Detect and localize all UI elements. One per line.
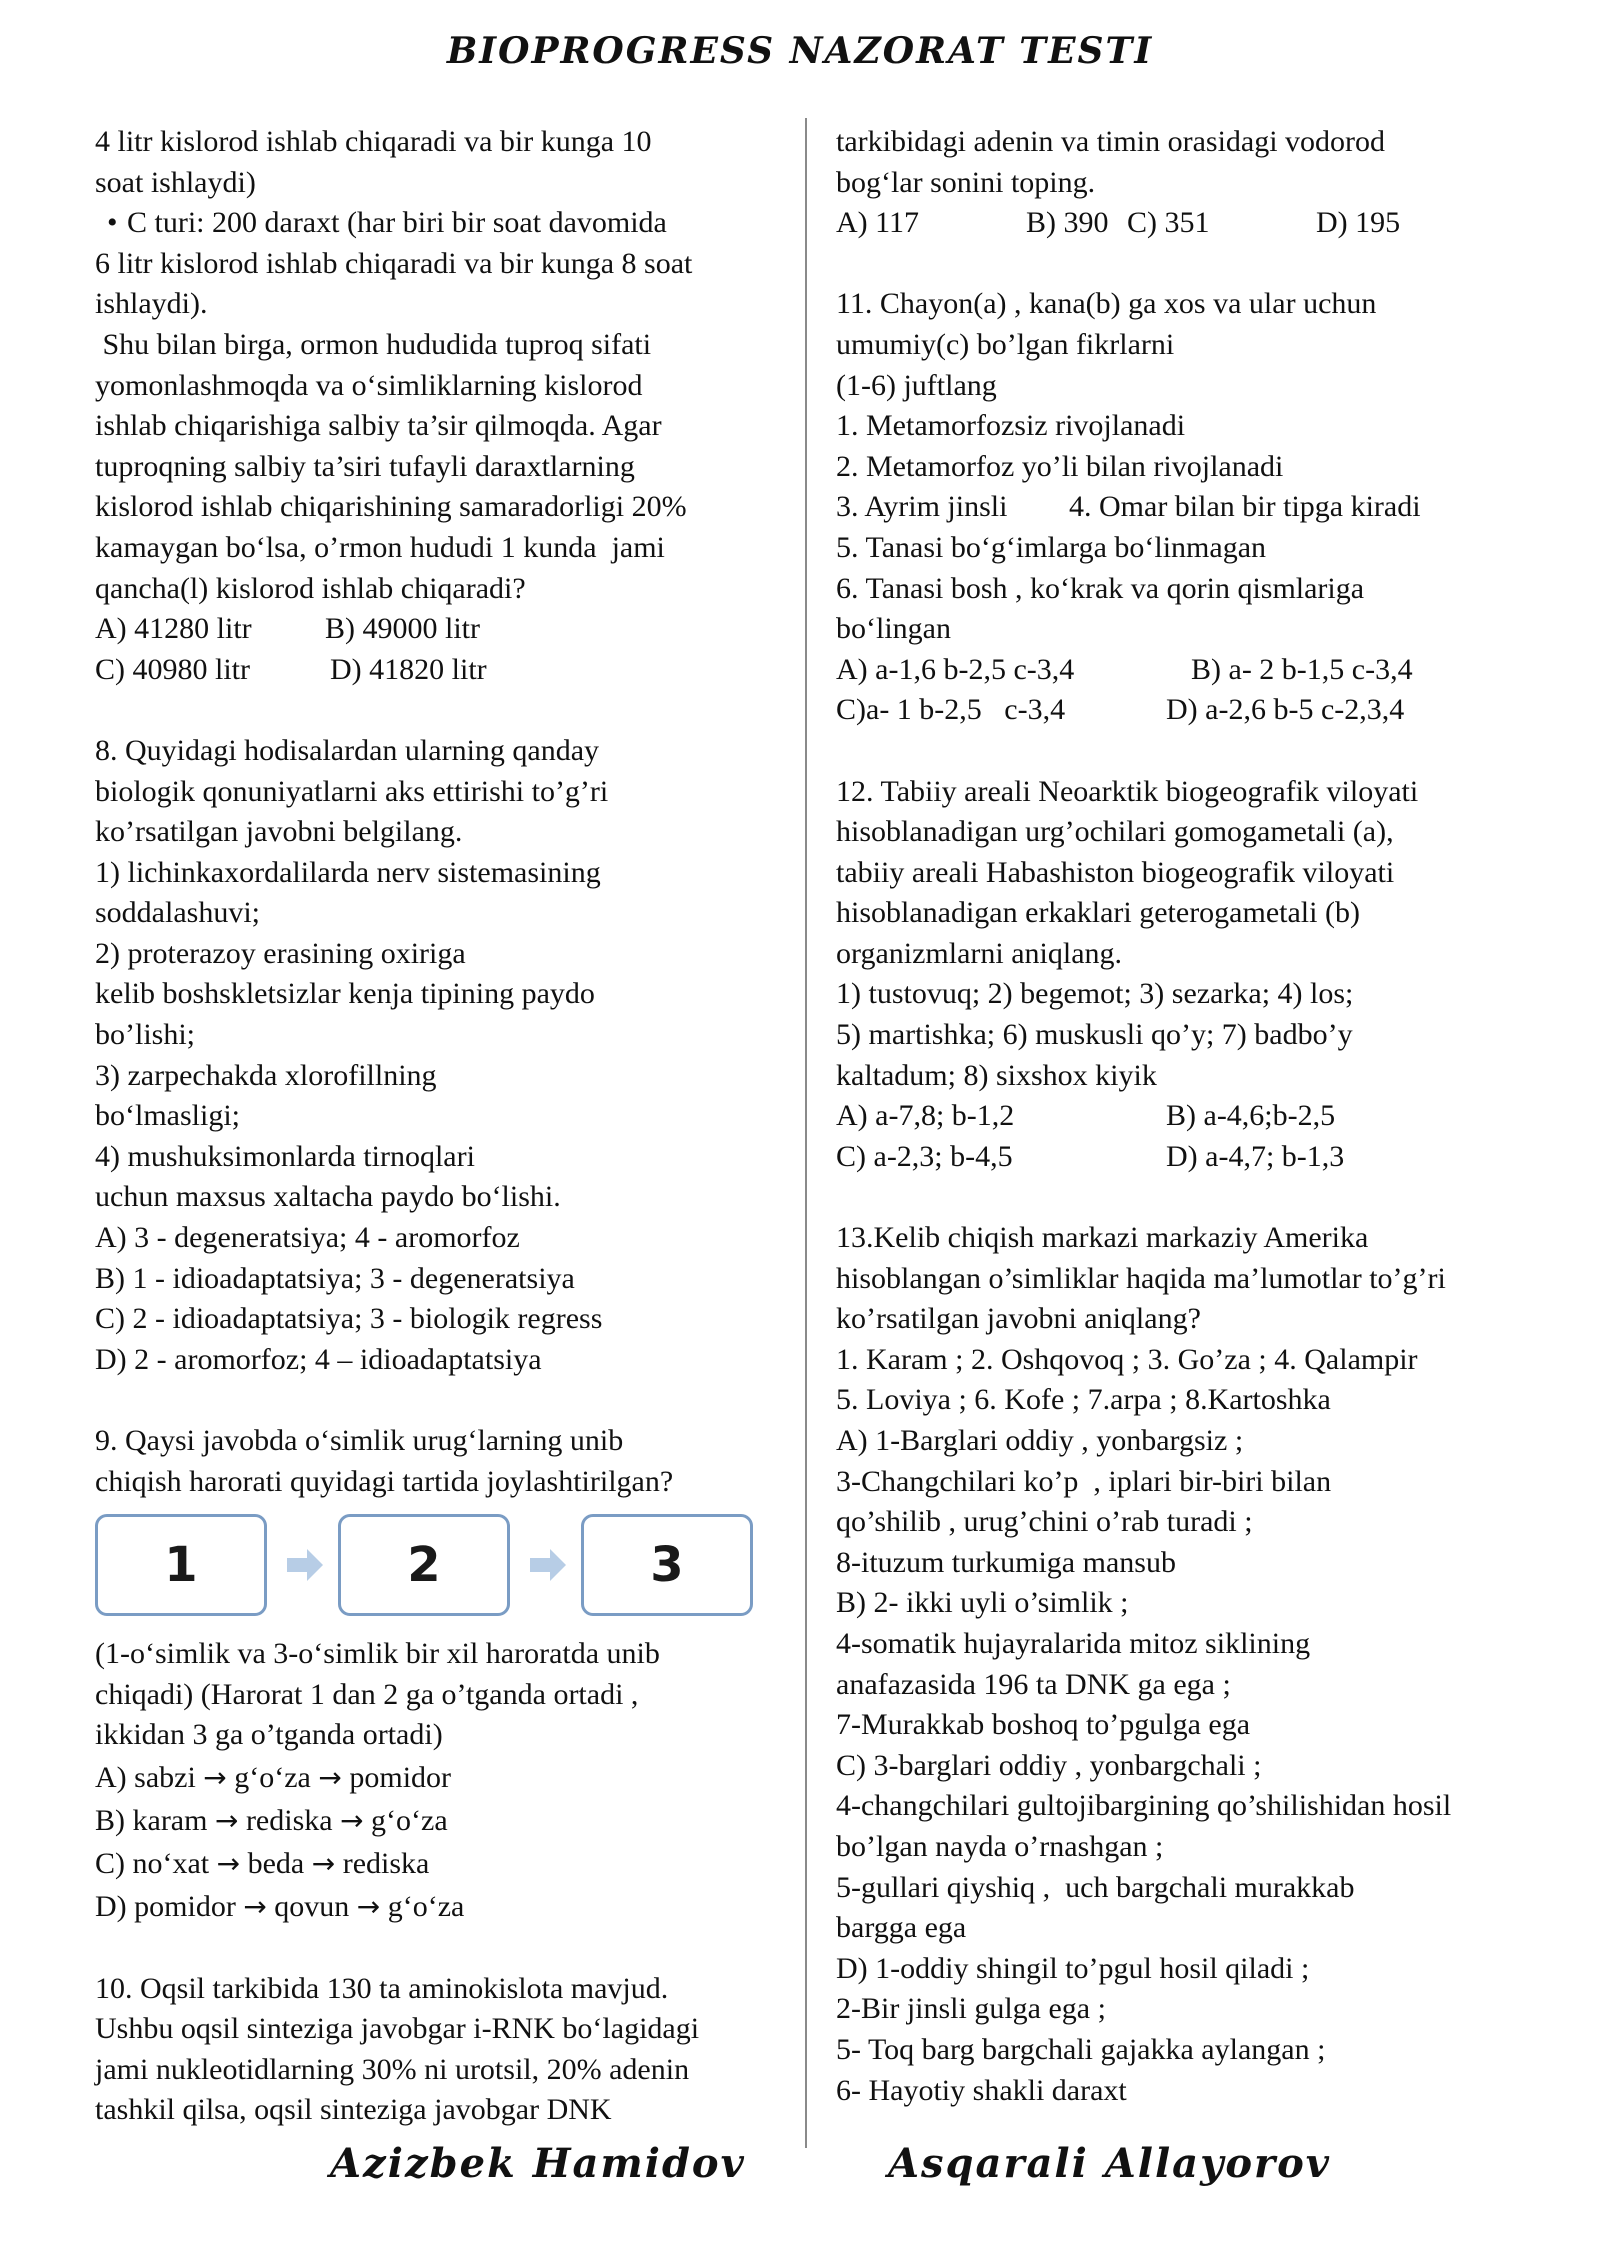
option-c: C) 351	[1127, 206, 1210, 240]
option-d: D) 2 - aromorfoz; 4 – idioadaptatsiya	[95, 1342, 542, 1376]
answer-options	[836, 690, 1536, 731]
option-b: B) 2- ikki uyli o’simlik ;	[836, 1586, 1129, 1620]
text-line: bo’lgan nayda o’rnashgan ;	[836, 1829, 1164, 1863]
answer-options	[95, 650, 795, 691]
text-line: kamaygan bo‘lsa, o’rmon hududi 1 kunda jami	[95, 530, 665, 564]
text-line: ko’rsatilgan javobni aniqlang?	[836, 1302, 1201, 1336]
answer-options	[836, 203, 1536, 244]
author-signature-right: Asqarali Allayorov	[888, 2140, 1332, 2187]
option-b: B) 390	[1026, 206, 1109, 240]
text-line: C turi: 200 daraxt (har biri bir soat davomida	[127, 206, 667, 240]
option-d: D) 41820 litr	[330, 652, 487, 686]
text-line: kaltadum; 8) sixshox kiyik	[836, 1058, 1157, 1092]
option-c: C) a-2,3; b-4,5	[836, 1139, 1013, 1173]
option-b: B) a-4,6;b-2,5	[1166, 1099, 1336, 1133]
option-a: A) a-1,6 b-2,5 c-3,4	[836, 652, 1075, 686]
arrow-right-icon: →	[356, 1889, 381, 1923]
text-line: 2) proterazoy erasining oxiriga	[95, 936, 466, 970]
text-line: kislorod ishlab chiqarishining samaradorligi 20%	[95, 490, 687, 524]
option-d	[95, 1885, 795, 1928]
option-label: C)	[95, 1846, 125, 1880]
option-item: sabzi	[134, 1760, 196, 1794]
text-line: Ushbu oqsil sinteziga javobgar i-RNK bo‘lagidagi	[95, 2012, 700, 2046]
text-line: hisoblangan o’simliklar haqida ma’lumotlar to’g’ri	[836, 1261, 1446, 1295]
text-line: 5) martishka; 6) muskusli qo’y; 7) badbo’y	[836, 1018, 1353, 1052]
arrow-right-icon	[528, 1547, 568, 1583]
text-line: Shu bilan birga, ormon hududida tuproq sifati	[95, 327, 652, 361]
spacer	[836, 1177, 1536, 1218]
option-c: C)a- 1 b-2,5 c-3,4	[836, 693, 1066, 727]
arrow-right-icon: →	[340, 1803, 364, 1837]
option-c	[95, 1842, 795, 1885]
answer-options	[836, 1096, 1536, 1137]
arrow-right-icon: →	[214, 1803, 239, 1837]
arrow-right-icon: →	[243, 1889, 267, 1923]
option-item: g‘o‘za	[387, 1889, 465, 1923]
option-item: g‘o‘za	[234, 1760, 311, 1794]
question-10-continued	[836, 122, 1536, 244]
column-divider	[805, 118, 807, 2148]
text-line: 1) lichinkaxordalilarda nerv sistemasining	[95, 855, 601, 889]
option-d: D) 195	[1316, 206, 1401, 240]
spacer	[95, 1380, 795, 1421]
arrow-right-icon	[285, 1547, 325, 1583]
text-line: bo‘lingan	[836, 612, 951, 646]
text-line: umumiy(c) bo’lgan fikrlarni	[836, 327, 1175, 361]
text-line: anafazasida 196 ta DNK ga ega ;	[836, 1667, 1231, 1701]
option-item: rediska	[245, 1803, 333, 1837]
option-item: g‘o‘za	[371, 1803, 448, 1837]
statement-3: 3. Ayrim jinsli	[836, 490, 1008, 524]
option-item: beda	[247, 1846, 305, 1880]
arrow-right-icon: →	[203, 1760, 227, 1794]
text-line: bargga ega	[836, 1911, 967, 1945]
text-line: 7-Murakkab boshoq to’pgulga ega	[836, 1708, 1251, 1742]
option-b	[95, 1799, 795, 1842]
left-column	[95, 122, 795, 2131]
arrow-right-icon: →	[216, 1846, 241, 1880]
option-item: pomidor	[349, 1760, 452, 1794]
option-label: A)	[95, 1760, 127, 1794]
spacer	[95, 1928, 795, 1969]
statement-4: 4. Omar bilan bir tipga kiradi	[1069, 490, 1421, 524]
text-line: ikkidan 3 ga o’tganda ortadi)	[95, 1718, 443, 1752]
step-box-3: 3	[581, 1514, 753, 1616]
text-line: 12. Tabiiy areali Neoarktik biogeografik viloyati	[836, 774, 1419, 808]
text-line: 4 litr kislorod ishlab chiqaradi va bir kunga 10	[95, 125, 652, 158]
text-line: uchun maxsus xaltacha paydo bo‘lishi.	[95, 1180, 561, 1214]
option-c: C) 2 - idioadaptatsiya; 3 - biologik regress	[95, 1302, 603, 1336]
option-item: rediska	[342, 1846, 430, 1880]
text-line: 5. Loviya ; 6. Kofe ; 7.arpa ; 8.Kartoshka	[836, 1383, 1331, 1417]
text-line: 10. Oqsil tarkibida 130 ta aminokislota mavjud.	[95, 1971, 669, 2005]
text-line: (1-6) juftlang	[836, 368, 997, 402]
text-line: 1) tustovuq; 2) begemot; 3) sezarka; 4) los;	[836, 977, 1354, 1011]
text-line: ishlab chiqarishiga salbiy ta’sir qilmoqda. Agar	[95, 409, 662, 443]
bullet-icon: •	[107, 206, 118, 240]
option-label: B)	[95, 1803, 125, 1837]
option-label: D)	[95, 1889, 127, 1923]
spacer	[95, 690, 795, 731]
option-a: A) 1-Barglari oddiy , yonbargsiz ;	[836, 1424, 1244, 1457]
text-line: 5. Tanasi bo‘g‘imlarga bo‘linmagan	[836, 530, 1267, 564]
text-line: hisoblanadigan urg’ochilari gomogametali (a),	[836, 815, 1394, 849]
text-line: organizmlarni aniqlang.	[836, 936, 1123, 970]
text-line: 11. Chayon(a) , kana(b) ga xos va ular uchun	[836, 287, 1377, 321]
option-item: pomidor	[134, 1889, 236, 1923]
option-a: A) 3 - degeneratsiya; 4 - aromorfoz	[95, 1221, 520, 1255]
question-10	[95, 1969, 795, 2131]
text-line: yomonlashmoqda va o‘simliklarning kislorod	[95, 368, 643, 402]
option-a: A) 117	[836, 206, 920, 240]
text-line: hisoblanadigan erkaklari geterogametali (b)	[836, 896, 1360, 930]
answer-options	[836, 650, 1536, 691]
text-line: 2-Bir jinsli gulga ega ;	[836, 1992, 1106, 2026]
text-line: 9. Qaysi javobda o‘simlik urug‘larning unib	[95, 1424, 624, 1457]
option-item: karam	[132, 1803, 208, 1837]
text-line: chiqish harorati quyidagi tartida joylashtirilgan?	[95, 1464, 674, 1498]
step-box-1: 1	[95, 1514, 267, 1616]
text-line: tarkibidagi adenin va timin orasidagi vodorod	[836, 125, 1386, 158]
text-line: soat ishlaydi)	[95, 165, 256, 199]
text-line: 5- Toq barg bargchali gajakka aylangan ;	[836, 2032, 1326, 2066]
option-a: A) a-7,8; b-1,2	[836, 1099, 1015, 1133]
question-7-continued	[95, 122, 795, 690]
question-8	[95, 731, 795, 1381]
text-line: soddalashuvi;	[95, 896, 260, 930]
spacer	[836, 244, 1536, 285]
option-a	[95, 1756, 795, 1799]
question-13	[836, 1218, 1536, 2111]
text-line: (1-o‘simlik va 3-o‘simlik bir xil haroratda unib	[95, 1637, 660, 1671]
answer-options	[95, 609, 795, 650]
option-c: C) 40980 litr	[95, 652, 250, 686]
text-line: kelib boshskletsizlar kenja tipining paydo	[95, 977, 595, 1011]
text-line: 1. Karam ; 2. Oshqovoq ; 3. Go’za ; 4. Qalampir	[836, 1342, 1418, 1376]
page-title: BIOPROGRESS NAZORAT TESTI	[446, 30, 1154, 72]
text-line: 2. Metamorfoz yo’li bilan rivojlanadi	[836, 449, 1284, 483]
text-line: 4-changchilari gultojibargining qo’shilishidan hosil	[836, 1789, 1452, 1823]
option-d: D) 1-oddiy shingil to’pgul hosil qiladi ;	[836, 1951, 1310, 1985]
arrow-right-icon: →	[318, 1760, 342, 1794]
text-line: jami nukleotidlarning 30% ni urotsil, 20% adenin	[95, 2052, 690, 2086]
text-line: 8. Quyidagi hodisalardan ularning qanday	[95, 733, 600, 767]
option-a: A) 41280 litr	[95, 612, 252, 646]
text-line: tabiiy areali Habashiston biogeografik viloyati	[836, 855, 1395, 889]
text-line: 8-ituzum turkumiga mansub	[836, 1545, 1176, 1579]
step-box-2: 2	[338, 1514, 510, 1616]
text-line: ishlaydi).	[95, 287, 208, 321]
text-line: bo‘lmasligi;	[95, 1099, 240, 1133]
text-line: 6 litr kislorod ishlab chiqaradi va bir kunga 8 soat	[95, 246, 693, 280]
text-line: 4) mushuksimonlarda tirnoqlari	[95, 1139, 475, 1173]
option-b: B) 1 - idioadaptatsiya; 3 - degeneratsiya	[95, 1261, 575, 1295]
text-line: bog‘lar sonini toping.	[836, 165, 1096, 199]
text-line: ko’rsatilgan javobni belgilang.	[95, 815, 463, 849]
option-item: qovun	[274, 1889, 350, 1923]
question-12	[836, 772, 1536, 1178]
text-line: 1. Metamorfozsiz rivojlanadi	[836, 409, 1186, 443]
text-line: tuproqning salbiy ta’siri tufayli daraxtlarning	[95, 449, 635, 483]
text-line: qo’shilib , urug’chini o’rab turadi ;	[836, 1505, 1253, 1539]
text-line: biologik qonuniyatlarni aks ettirishi to’g’ri	[95, 774, 609, 808]
text-line	[836, 487, 1536, 528]
arrow-right-icon: →	[311, 1846, 336, 1880]
option-c: C) 3-barglari oddiy , yonbargchali ;	[836, 1748, 1262, 1782]
option-d: D) a-4,7; b-1,3	[1166, 1139, 1345, 1173]
text-line: bo’lishi;	[95, 1018, 196, 1052]
option-b: B) a- 2 b-1,5 c-3,4	[1191, 652, 1413, 686]
text-line: 5-gullari qiyshiq , uch bargchali murakkab	[836, 1870, 1355, 1904]
text-line: 13.Kelib chiqish markazi markaziy Amerika	[836, 1221, 1369, 1255]
option-item: no‘xat	[132, 1846, 210, 1880]
option-d: D) a-2,6 b-5 c-2,3,4	[1166, 693, 1405, 727]
author-signature-left: Azizbek Hamidov	[330, 2140, 746, 2187]
text-line: chiqadi) (Harorat 1 dan 2 ga o’tganda ortadi ,	[95, 1677, 639, 1711]
text-line: 6- Hayotiy shakli daraxt	[836, 2073, 1127, 2107]
bullet-line	[95, 203, 795, 244]
option-b: B) 49000 litr	[325, 612, 480, 646]
spacer	[836, 731, 1536, 772]
question-11	[836, 284, 1536, 731]
sequence-diagram	[95, 1514, 795, 1626]
right-column	[836, 122, 1536, 2111]
answer-options	[836, 1137, 1536, 1178]
text-line: qancha(l) kislorod ishlab chiqaradi?	[95, 571, 526, 605]
text-line: 6. Tanasi bosh , ko‘krak va qorin qismlariga	[836, 571, 1365, 605]
text-line: 4-somatik hujayralarida mitoz siklining	[836, 1626, 1311, 1660]
text-line: 3) zarpechakda xlorofillning	[95, 1058, 437, 1092]
question-9	[95, 1421, 795, 1928]
text-line: 3-Changchilari ko’p , iplari bir-biri bilan	[836, 1464, 1332, 1498]
text-line: tashkil qilsa, oqsil sinteziga javobgar DNK	[95, 2093, 612, 2127]
